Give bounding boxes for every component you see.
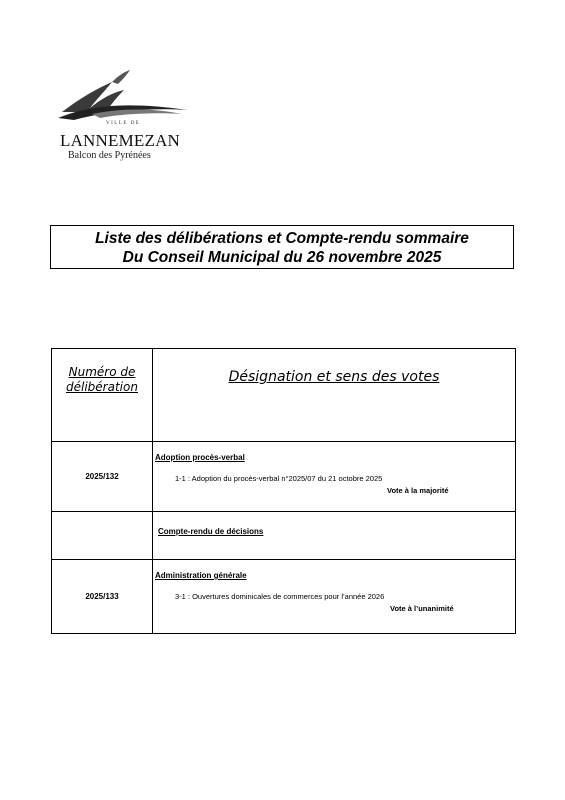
document-title-line1: Liste des délibérations et Compte-rendu sommaire [95,230,469,247]
header-number-line1: Numéro de [68,365,136,379]
logo-ville-label: VILLE DE [106,121,141,126]
vote-result: Vote à l’unanimité [390,604,454,613]
table-row [52,560,516,634]
table-header-row [52,349,516,442]
deliberation-number: 2025/133 [52,560,153,634]
section-heading: Compte-rendu de décisions [158,527,264,536]
designation-cell [153,442,516,512]
agenda-item: 1-1 : Adoption du procès-verbal n°2025/07 du 21 octobre 2025 [175,474,383,483]
designation-cell [153,512,516,560]
agenda-item: 3-1 : Ouvertures dominicales de commerces pour l’année 2026 [175,592,385,601]
section-heading: Adoption procès-verbal [155,453,245,462]
header-number-cell [52,349,153,442]
deliberation-number: 2025/132 [52,442,153,512]
document-title-box [50,225,514,269]
logo-tagline: Balcon des Pyrénées [68,150,151,161]
logo-city-name: LANNEMEZAN [60,131,181,150]
deliberation-number [52,512,153,560]
header-number-line2: délibération [66,380,138,394]
table-row [52,442,516,512]
header-designation: Désignation et sens des votes [153,349,516,442]
table-row [52,512,516,560]
deliberations-table [51,348,516,634]
section-heading: Administration générale [155,571,247,580]
mountain-swoosh-icon [52,68,197,128]
city-logo [52,68,197,163]
designation-cell [153,560,516,634]
document-title-line2: Du Conseil Municipal du 26 novembre 2025 [122,249,442,266]
vote-result: Vote à la majorité [387,486,449,495]
